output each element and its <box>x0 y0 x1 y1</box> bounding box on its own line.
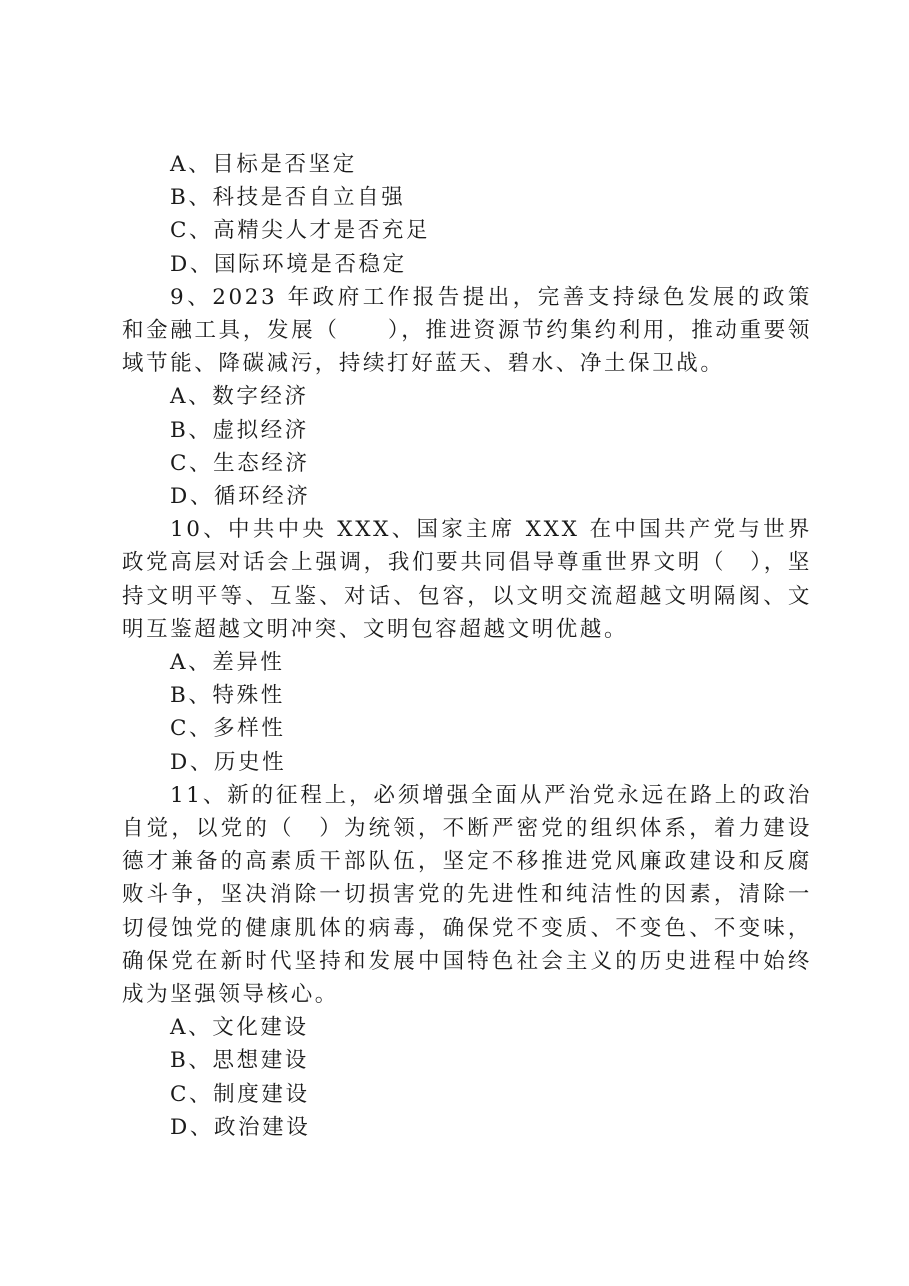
question-10-stem <box>122 513 812 646</box>
question-10-option-b: B、特殊性 <box>170 683 285 709</box>
question-10 <box>122 513 812 779</box>
question-8-option-c: C、高精尖人才是否充足 <box>170 218 431 244</box>
question-8-options <box>122 148 812 281</box>
question-8-option-b: B、科技是否自立自强 <box>170 185 406 211</box>
question-9-stem <box>122 281 812 381</box>
question-9-option-c: C、生态经济 <box>170 450 310 476</box>
question-11-stem-line-5: 清除一切侵蚀党的健康肌体的病毒，确保党不变质、不变色、 <box>122 882 812 941</box>
question-11-stem-line-7: 进程中始终成为坚强领导核心。 <box>122 948 812 1008</box>
question-9-option-b: B、虚拟经济 <box>170 417 309 443</box>
question-11-stem-line-6: 不变味，确保党在新时代坚持和发展中国特色社会主义的历史 <box>122 915 812 974</box>
question-11-option-b: B、思想建设 <box>170 1048 309 1074</box>
question-11-stem-line-4: 和反腐败斗争，坚决消除一切损害党的先进性和纯洁性的因素， <box>122 849 812 908</box>
question-9-stem-line-2: 和金融工具，发展（ ），推进资源节约集约利用，推动重 <box>122 318 764 344</box>
question-9-option-a: A、数字经济 <box>170 384 309 410</box>
question-9-stem-line-1: 9、2023 年政府工作报告提出，完善支持绿色发展的政策 <box>170 284 812 310</box>
question-8-option-d: D、国际环境是否稳定 <box>170 251 407 277</box>
question-11-option-a: A、文化建设 <box>170 1015 309 1041</box>
question-9-stem-line-3: 要领域节能、降碳减污，持续打好蓝天、碧水、净土保卫战。 <box>122 318 813 377</box>
question-10-option-a: A、差异性 <box>170 650 285 676</box>
question-11-stem <box>122 779 812 1011</box>
question-11 <box>122 779 812 1144</box>
question-11-stem-line-3: 建设德才兼备的高素质干部队伍，坚定不移推进党风廉政建设 <box>122 816 812 875</box>
question-10-stem-line-2: 政党高层对话会上强调，我们要共同倡导尊重世界文明（ ）， <box>122 550 788 576</box>
question-10-stem-line-4: 文明互鉴超越文明冲突、文明包容超越文明优越。 <box>122 583 812 642</box>
question-8-option-a: A、目标是否坚定 <box>170 152 357 177</box>
question-11-option-d: D、政治建设 <box>170 1114 311 1140</box>
question-list <box>122 148 812 1144</box>
question-10-stem-line-1: 10、中共中央 XXX、国家主席 XXX 在中国共产党与世界 <box>170 517 812 543</box>
question-10-option-d: D、历史性 <box>170 749 287 775</box>
question-9-option-d: D、循环经济 <box>170 484 311 510</box>
question-9 <box>122 281 812 513</box>
question-11-stem-line-2: 治自觉，以党的（ ）为统领，不断严密党的组织体系，着力 <box>122 782 812 842</box>
question-11-stem-line-1: 11、新的征程上，必须增强全面从严治党永远在路上的政 <box>170 782 788 808</box>
question-10-option-c: C、多样性 <box>170 716 286 742</box>
question-11-option-c: C、制度建设 <box>170 1081 310 1107</box>
question-10-stem-line-3: 坚持文明平等、互鉴、对话、包容，以文明交流超越文明隔阂、 <box>122 550 812 609</box>
